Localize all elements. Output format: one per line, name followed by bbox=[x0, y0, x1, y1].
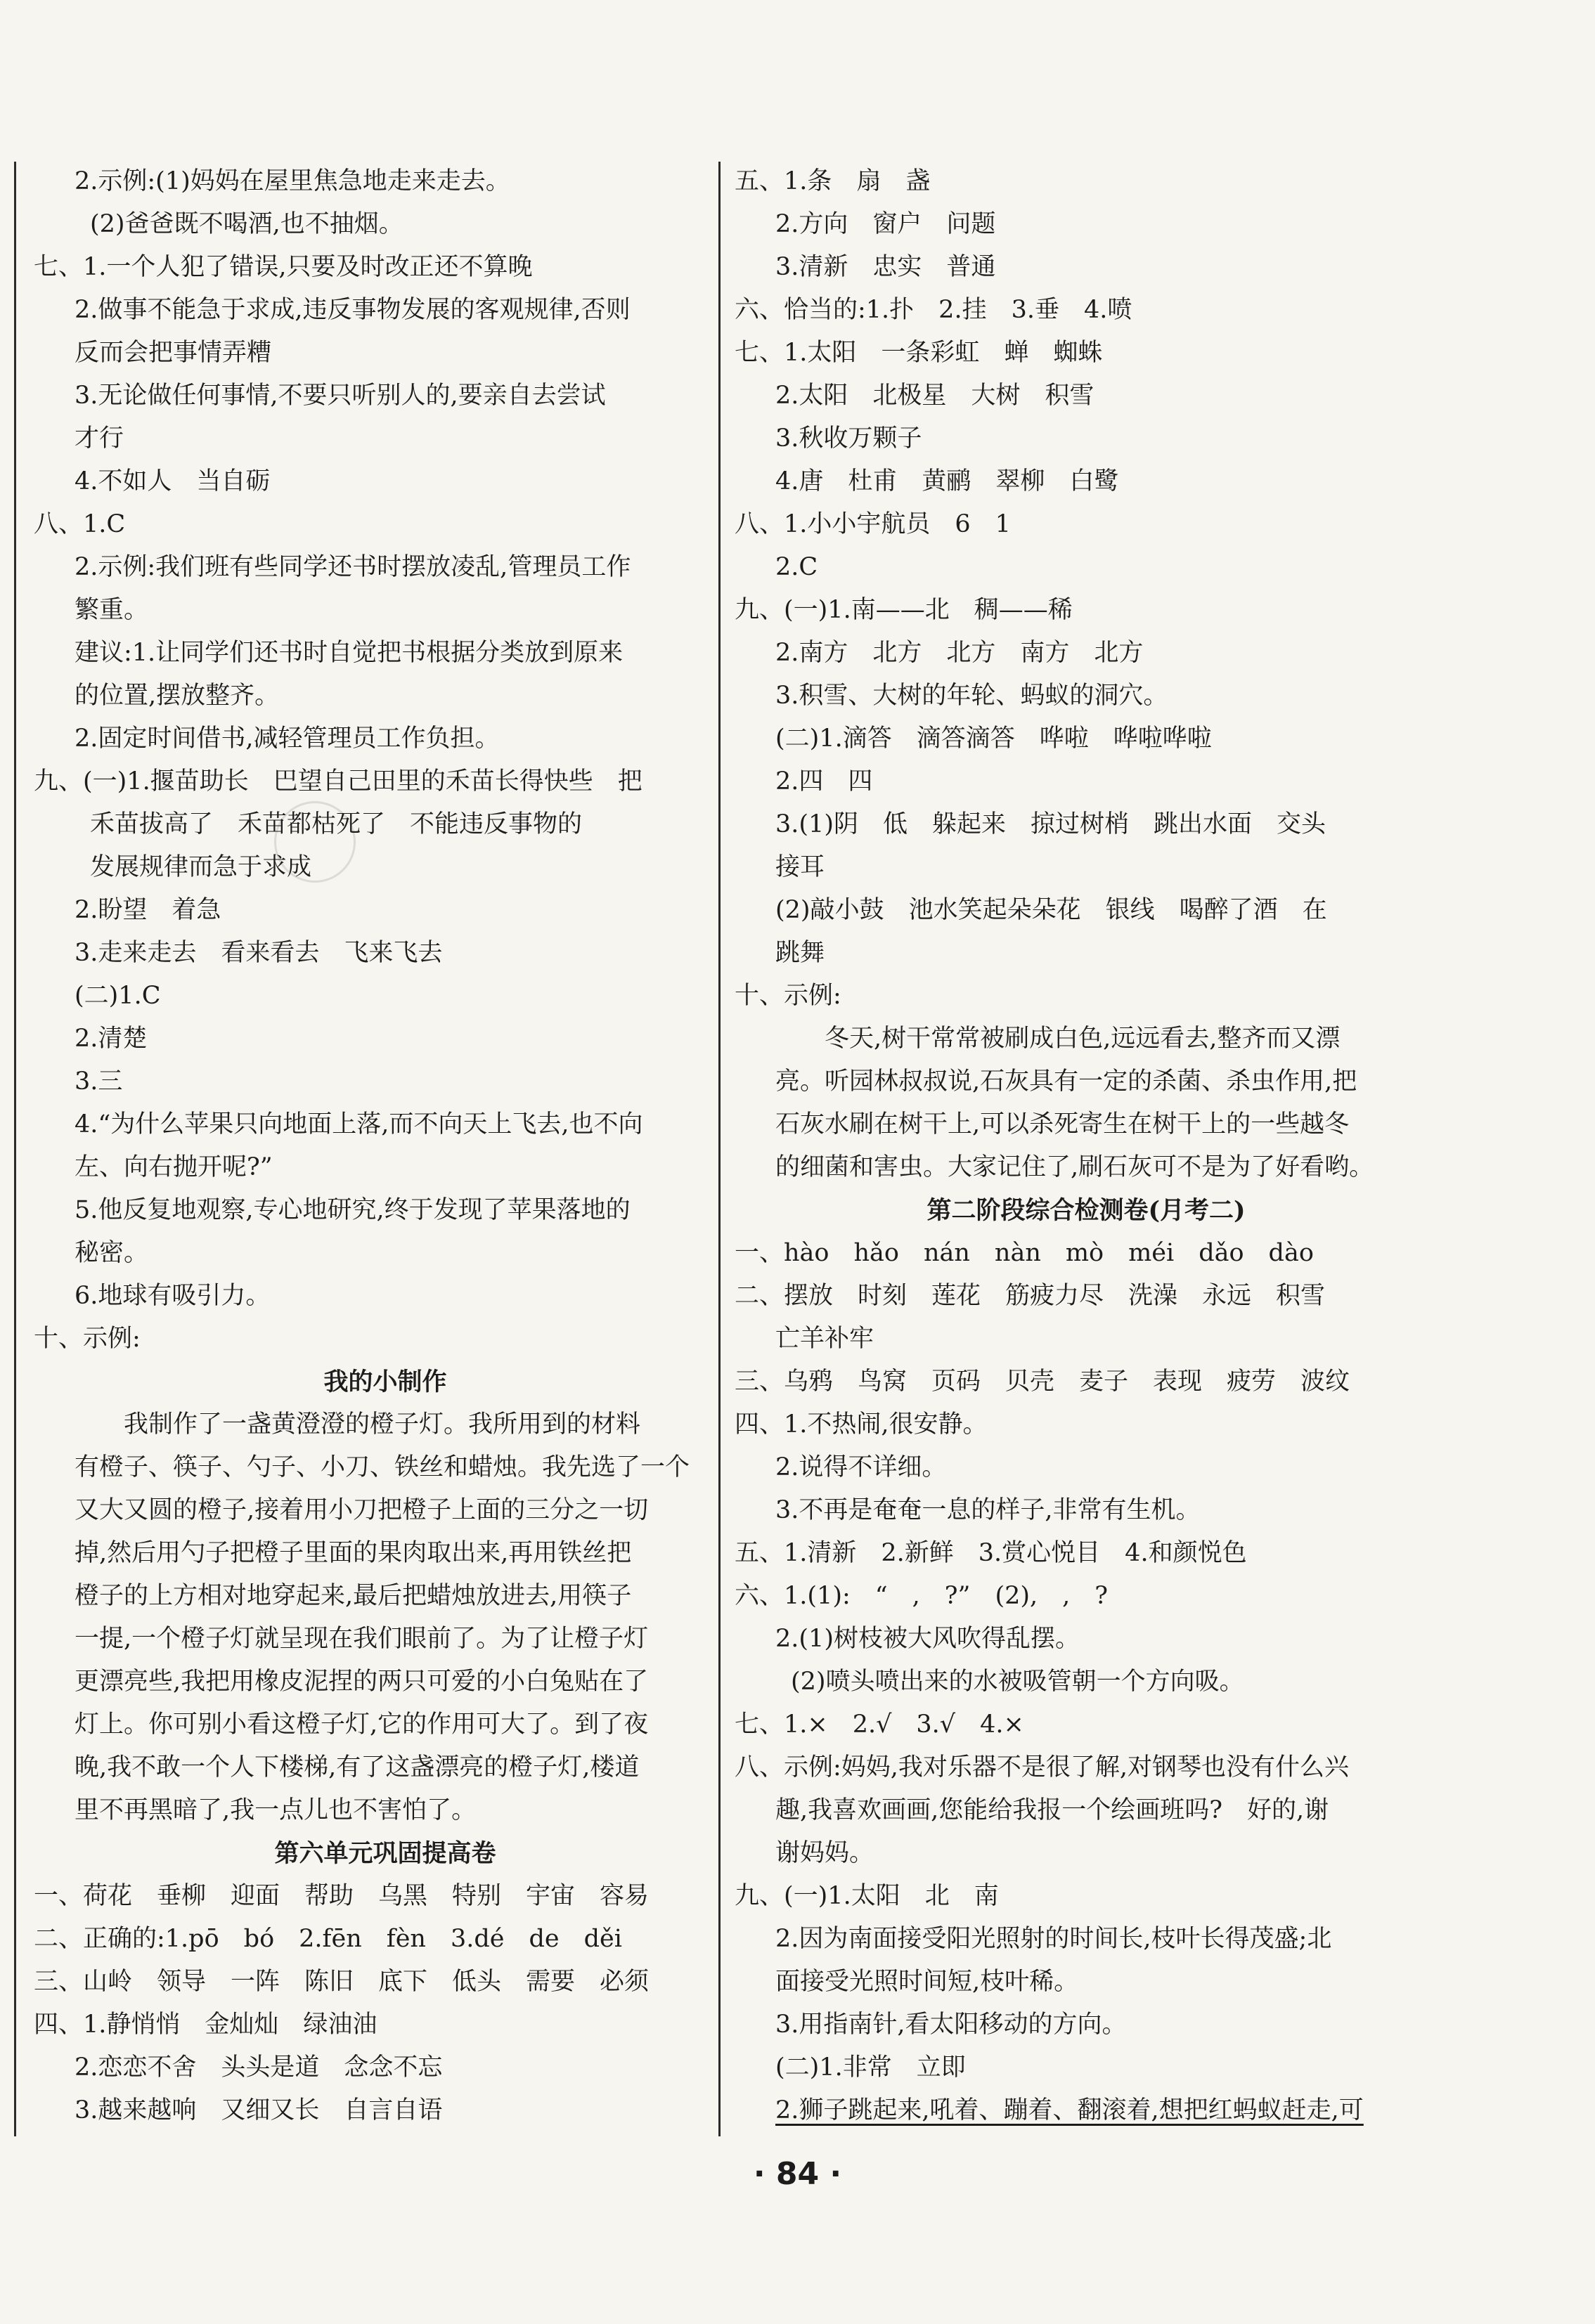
answer-line: 3.积雪、大树的年轮、蚂蚁的洞穴。 bbox=[775, 682, 1168, 710]
answer-line: 才行 bbox=[75, 424, 124, 453]
answer-line: (2)喷头喷出来的水被吸管朝一个方向吸。 bbox=[791, 1668, 1244, 1696]
answer-line: 七、1.一个人犯了错误,只要及时改正还不算晚 bbox=[34, 253, 533, 281]
answer-line: 秘密。 bbox=[75, 1239, 149, 1267]
answer-line: 谢妈妈。 bbox=[775, 1839, 874, 1867]
answer-line: 2.清楚 bbox=[75, 1025, 148, 1053]
answer-line: 九、(一)1.太阳 北 南 bbox=[735, 1882, 999, 1910]
answer-line: 面接受光照时间短,枝叶稀。 bbox=[775, 1968, 1079, 1996]
answer-line: 一提,一个橙子灯就呈现在我们眼前了。为了让橙子灯 bbox=[75, 1625, 649, 1653]
answer-line: 6.地球有吸引力。 bbox=[75, 1282, 271, 1310]
answer-line: 2.四 四 bbox=[775, 767, 873, 796]
answer-line: 2.做事不能急于求成,违反事物发展的客观规律,否则 bbox=[75, 296, 631, 324]
answer-line: 四、1.静悄悄 金灿灿 绿油油 bbox=[34, 2011, 377, 2039]
answer-line: 发展规律而急于求成 bbox=[90, 853, 312, 881]
answer-line: 更漂亮些,我把用橡皮泥捏的两只可爱的小白兔贴在了 bbox=[75, 1668, 649, 1696]
answer-line: 2.(1)树枝被大风吹得乱摆。 bbox=[775, 1625, 1080, 1653]
answer-line: 2.因为南面接受阳光照射的时间长,枝叶长得茂盛;北 bbox=[775, 1925, 1332, 1953]
answer-line: 一、荷花 垂柳 迎面 帮助 乌黑 特别 宇宙 容易 bbox=[34, 1882, 650, 1910]
answer-line: 九、(一)1.南——北 稠——稀 bbox=[735, 596, 1073, 624]
answer-line: 八、1.C bbox=[34, 510, 126, 538]
answer-line: 的位置,摆放整齐。 bbox=[75, 682, 280, 710]
answer-line: 六、恰当的:1.扑 2.挂 3.垂 4.喷 bbox=[735, 296, 1132, 324]
answer-line: 左、向右抛开呢?” bbox=[75, 1153, 273, 1181]
answer-line: 3.走来走去 看来看去 飞来飞去 bbox=[75, 939, 443, 967]
answer-line: 二、正确的:1.pō bó 2.fēn fèn 3.dé de děi bbox=[34, 1925, 622, 1953]
answer-line: 五、1.清新 2.新鲜 3.赏心悦目 4.和颜悦色 bbox=[735, 1539, 1247, 1567]
answer-line: 三、乌鸦 鸟窝 页码 贝壳 麦子 表现 疲劳 波纹 bbox=[735, 1368, 1350, 1396]
answer-line: 3.用指南针,看太阳移动的方向。 bbox=[775, 2011, 1127, 2039]
answer-line: 四、1.不热闹,很安静。 bbox=[735, 1410, 988, 1439]
right-column bbox=[735, 160, 1438, 2132]
answer-line: 2.狮子跳起来,吼着、蹦着、翻滚着,想把红蚂蚁赶走,可 bbox=[775, 2096, 1364, 2124]
answer-line: 3.秋收万颗子 bbox=[775, 424, 922, 453]
answer-line: 3.无论做任何事情,不要只听别人的,要亲自去尝试 bbox=[75, 382, 606, 410]
answer-line: 七、1.太阳 一条彩虹 蝉 蜘蛛 bbox=[735, 339, 1103, 367]
answer-line: 2.示例:(1)妈妈在屋里焦急地走来走去。 bbox=[75, 167, 510, 195]
answer-line: (2)爸爸既不喝酒,也不抽烟。 bbox=[90, 210, 403, 238]
answer-line: 五、1.条 扇 盏 bbox=[735, 167, 931, 195]
answer-line: 3.清新 忠实 普通 bbox=[775, 253, 996, 281]
answer-line: 建议:1.让同学们还书时自觉把书根据分类放到原来 bbox=[75, 639, 624, 667]
section-heading: 第二阶段综合检测卷(月考二) bbox=[926, 1196, 1246, 1225]
left-column bbox=[34, 160, 737, 2132]
answer-line: 4.不如人 当自砺 bbox=[75, 467, 271, 495]
answer-line: 十、示例: bbox=[34, 1325, 141, 1353]
answer-line: 里不再黑暗了,我一点儿也不害怕了。 bbox=[75, 1796, 477, 1824]
answer-line: 5.他反复地观察,专心地研究,终于发现了苹果落地的 bbox=[75, 1196, 631, 1224]
section-heading: 第六单元巩固提高卷 bbox=[274, 1839, 496, 1868]
answer-line: 跳舞 bbox=[775, 939, 825, 967]
page-number: · 84 · bbox=[753, 2156, 842, 2192]
answer-line: 禾苗拔高了 禾苗都枯死了 不能违反事物的 bbox=[90, 810, 583, 838]
answer-line: 又大又圆的橙子,接着用小刀把橙子上面的三分之一切 bbox=[75, 1496, 649, 1524]
answer-line: 二、摆放 时刻 莲花 筋疲力尽 洗澡 永远 积雪 bbox=[735, 1282, 1326, 1310]
answer-line: 八、1.小小宇航员 6 1 bbox=[735, 510, 1011, 538]
answer-line: 一、hào hǎo nán nàn mò méi dǎo dào bbox=[735, 1239, 1314, 1267]
answer-line: 亡羊补牢 bbox=[775, 1325, 874, 1353]
answer-line: (二)1.C bbox=[75, 982, 161, 1010]
answer-line: 掉,然后用勺子把橙子里面的果肉取出来,再用铁丝把 bbox=[75, 1539, 632, 1567]
answer-line: 的细菌和害虫。大家记住了,刷石灰可不是为了好看哟。 bbox=[775, 1153, 1374, 1181]
answer-line: 4.“为什么苹果只向地面上落,而不向天上飞去,也不向 bbox=[75, 1110, 643, 1138]
answer-line: 三、山岭 领导 一阵 陈旧 底下 低头 需要 必须 bbox=[34, 1968, 650, 1996]
answer-line: 接耳 bbox=[775, 853, 825, 881]
answer-line: 九、(一)1.揠苗助长 巴望自己田里的禾苗长得快些 把 bbox=[34, 767, 642, 796]
answer-line: 反而会把事情弄糟 bbox=[75, 339, 272, 367]
answer-line: 2.C bbox=[775, 553, 818, 581]
answer-line: (二)1.滴答 滴答滴答 哗啦 哗啦哗啦 bbox=[775, 725, 1212, 753]
answer-line: 2.恋恋不舍 头头是道 念念不忘 bbox=[75, 2053, 443, 2082]
answer-line: 我制作了一盏黄澄澄的橙子灯。我所用到的材料 bbox=[124, 1410, 641, 1439]
answer-line: 冬天,树干常常被刷成白色,远远看去,整齐而又漂 bbox=[825, 1025, 1341, 1053]
answer-line: 2.说得不详细。 bbox=[775, 1453, 947, 1481]
answer-line: 亮。听园林叔叔说,石灰具有一定的杀菌、杀虫作用,把 bbox=[775, 1067, 1357, 1096]
answer-line: 趣,我喜欢画画,您能给我报一个绘画班吗? 好的,谢 bbox=[775, 1796, 1329, 1824]
answer-line: 石灰水刷在树干上,可以杀死寄生在树干上的一些越冬 bbox=[775, 1110, 1350, 1138]
answer-line: 2.太阳 北极星 大树 积雪 bbox=[775, 382, 1094, 410]
answer-line: 2.方向 窗户 问题 bbox=[775, 210, 996, 238]
answer-line: 十、示例: bbox=[735, 982, 841, 1010]
answer-line: 2.固定时间借书,减轻管理员工作负担。 bbox=[75, 725, 500, 753]
answer-line: 灯上。你可别小看这橙子灯,它的作用可大了。到了夜 bbox=[75, 1710, 649, 1739]
left-margin-rule bbox=[14, 162, 16, 2136]
answer-line: 4.唐 杜甫 黄鹂 翠柳 白鹭 bbox=[775, 467, 1119, 495]
answer-line: 3.三 bbox=[75, 1067, 123, 1096]
answer-line: 六、1.(1): “ , ?” (2), , ? bbox=[735, 1582, 1109, 1610]
answer-line: 橙子的上方相对地穿起来,最后把蜡烛放进去,用筷子 bbox=[75, 1582, 632, 1610]
answer-line: 2.南方 北方 北方 南方 北方 bbox=[775, 639, 1144, 667]
answer-line: (二)1.非常 立即 bbox=[775, 2053, 966, 2082]
answer-line: 3.不再是奄奄一息的样子,非常有生机。 bbox=[775, 1496, 1201, 1524]
answer-line: 3.(1)阴 低 躲起来 掠过树梢 跳出水面 交头 bbox=[775, 810, 1326, 838]
section-heading: 我的小制作 bbox=[323, 1368, 447, 1396]
answer-line: 有橙子、筷子、勺子、小刀、铁丝和蜡烛。我先选了一个 bbox=[75, 1453, 690, 1481]
answer-line: 3.越来越响 又细又长 自言自语 bbox=[75, 2096, 443, 2124]
answer-line: 七、1.× 2.√ 3.√ 4.× bbox=[735, 1710, 1024, 1739]
answer-line: 繁重。 bbox=[75, 596, 149, 624]
answer-line: 晚,我不敢一个人下楼梯,有了这盏漂亮的橙子灯,楼道 bbox=[75, 1753, 640, 1781]
answer-line: (2)敲小鼓 池水笑起朵朵花 银线 喝醉了酒 在 bbox=[775, 896, 1327, 924]
answer-line: 八、示例:妈妈,我对乐器不是很了解,对钢琴也没有什么兴 bbox=[735, 1753, 1350, 1781]
answer-line: 2.盼望 着急 bbox=[75, 896, 221, 924]
answer-line: 2.示例:我们班有些同学还书时摆放凌乱,管理员工作 bbox=[75, 553, 631, 581]
